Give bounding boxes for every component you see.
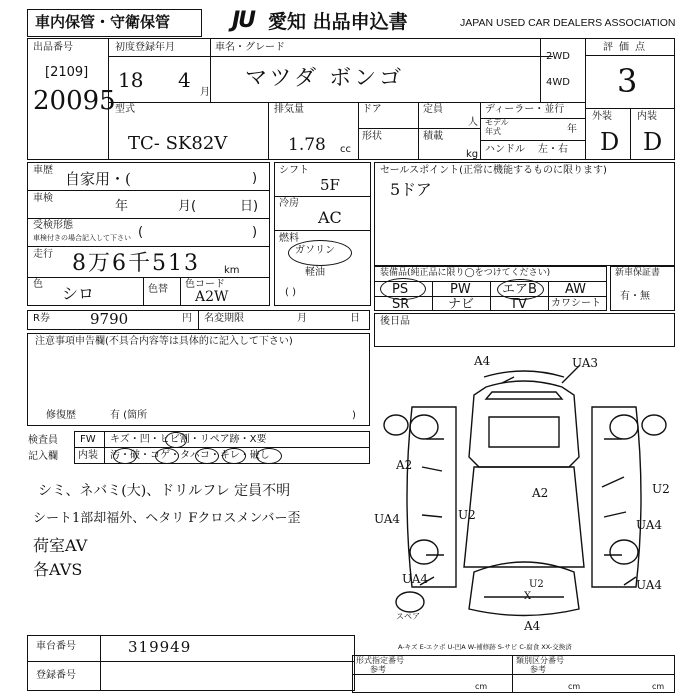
color-code-label: 色コード (185, 279, 225, 290)
equip-ps: PS (392, 282, 409, 297)
form-spec-ref: 参考 (370, 665, 386, 674)
check-mark-circle (113, 448, 137, 464)
damage-label: A4 (524, 619, 541, 633)
inspection-day: 日) (240, 199, 259, 214)
selling-points-value: 5ドア (390, 180, 432, 199)
check-mark-circle (155, 448, 179, 464)
equipment-label: 装備品(純正品に限り◯をつけてください) (380, 268, 551, 278)
equip-pw: PW (450, 282, 471, 297)
mileage-value: 8万6千513 (72, 251, 200, 276)
name-change-month: 月 (297, 313, 307, 324)
divider (104, 431, 105, 464)
registration-open: ( (138, 225, 144, 240)
selling-points-label: セールスポイント(正常に機能するものに限ります) (380, 165, 607, 176)
car-name-label: 車名・グレード (215, 42, 285, 53)
damage-label: UA3 (572, 356, 599, 370)
form-title: 愛知 出品申込書 (268, 11, 408, 33)
kg-unit: kg (466, 149, 479, 160)
divider (480, 102, 481, 160)
cm-unit: cm (475, 682, 488, 691)
registration-close: ) (252, 225, 258, 240)
divider (27, 218, 270, 219)
name-change-day: 日 (350, 313, 360, 324)
car-damage-diagram (374, 347, 675, 645)
ac-label: 冷房 (279, 198, 299, 209)
history-label: 車歴 (33, 165, 53, 176)
ext-label: 外装 (592, 111, 612, 122)
reg-no-label: 登録番号 (36, 670, 76, 681)
divider (540, 38, 541, 102)
divider (630, 108, 631, 160)
recycle-value: 9790 (90, 310, 129, 328)
inspection-year: 年 (115, 199, 129, 214)
rating-label: 評価点 (603, 42, 651, 53)
repair-label: 修復歴 (46, 410, 76, 421)
name-change-label: 名変期限 (204, 313, 244, 324)
first-reg-month: 4 (178, 68, 191, 92)
int-label: 内装 (637, 111, 657, 122)
damage-label: U2 (529, 579, 544, 590)
damage-label: U2 (652, 482, 670, 496)
lot-number: 20095 (33, 86, 116, 116)
paint-label: 色替 (148, 284, 168, 295)
drive-4wd: 4WD (546, 77, 570, 88)
cm-unit: cm (568, 682, 581, 691)
repair-close: ) (352, 410, 356, 421)
divider (358, 102, 359, 160)
recycle-label: R券 (33, 313, 50, 324)
fuel-paren: ( ) (285, 287, 296, 298)
mileage-unit: km (224, 265, 240, 276)
divider (480, 118, 585, 119)
year-unit: 年 (567, 124, 577, 135)
equip-navi: ナビ (448, 297, 475, 312)
divider (548, 281, 549, 311)
shift-label: シフト (279, 165, 309, 176)
form-spec-label: 形式指定番号 (356, 656, 404, 665)
remark-line-2: シート1部却福外、ヘタリ Fクロスメンバー歪 (33, 511, 301, 526)
chassis-label: 車台番号 (36, 641, 76, 652)
displacement-unit: cc (340, 144, 351, 155)
divider (27, 277, 270, 278)
divider (108, 102, 585, 103)
storage-label: 車内保管・守衛保管 (35, 13, 171, 31)
divider (352, 674, 675, 675)
divider (143, 277, 144, 306)
color-label: 色 (33, 279, 43, 290)
damage-label: X (524, 591, 532, 602)
load-label: 積載 (423, 131, 443, 142)
capacity-unit: 人 (468, 117, 478, 128)
model-label: 型式 (115, 104, 135, 115)
remark-line-3: 荷室AV (33, 536, 88, 555)
model-year-label: モデル 年式 (485, 118, 509, 136)
divider (100, 635, 101, 691)
recycle-unit: 円 (182, 313, 192, 324)
check-int-items: 汚・破・コゲ・タバコ・キレ・破し (110, 450, 270, 461)
divider (27, 661, 355, 662)
damage-legend: A-キズ E-エクボ U-凹A W-補修跡 S-サビ C-腐食 XX-交換済 (398, 643, 572, 651)
divider (432, 281, 433, 311)
fuel-gas: ガソリン (295, 245, 335, 256)
check-int-label: 内装 (78, 450, 98, 461)
ac-value: AC (318, 208, 342, 227)
lot-label: 出品番号 (33, 42, 73, 53)
handle-label: ハンドル (485, 144, 525, 155)
color-value: シロ (62, 284, 95, 303)
door-label: ドア (362, 104, 382, 115)
dealer-label: ディーラー・並行 (485, 104, 565, 115)
remark-line-1: シミ、ネバミ(大)、ドリルフレ 定員不明 (38, 483, 291, 499)
equip-aw: AW (565, 282, 587, 297)
displacement-value: 1.78 (288, 135, 326, 155)
handle-lr: 左・右 (538, 144, 568, 155)
color-code-value: A2W (195, 289, 229, 305)
capacity-label: 定員 (423, 104, 443, 115)
divider (585, 38, 586, 160)
after-date-frame (374, 313, 675, 347)
check-mark-circle (195, 448, 219, 464)
divider (418, 102, 419, 160)
divider (274, 230, 371, 231)
damage-label: UA4 (636, 518, 663, 532)
fuel-diesel: 軽油 (305, 267, 325, 278)
damage-label: A2 (396, 458, 413, 472)
first-reg-year: 18 (118, 68, 144, 92)
damage-label: UA4 (374, 512, 401, 526)
first-reg-month-unit: 月 (200, 87, 210, 98)
divider (108, 56, 553, 57)
entry-label: 記入欄 (28, 451, 58, 462)
divider (480, 140, 585, 141)
inspection-month: 月( (178, 199, 197, 214)
form-title-en: JAPAN USED CAR DEALERS ASSOCIATION (460, 17, 676, 29)
selling-points-frame (374, 162, 675, 266)
int-value: D (643, 128, 663, 156)
displacement-label: 排気量 (274, 104, 304, 115)
damage-label: A2 (532, 486, 549, 500)
warranty-label: 新車保証書 (615, 268, 661, 278)
divider (210, 38, 211, 102)
notes-label: 注意事項申告欄(不具合内容等は具体的に記入して下さい) (35, 336, 293, 347)
divider (274, 196, 371, 197)
registration-sub: 車検付きの場合記入して下さい (33, 234, 131, 242)
ju-logo: JU (232, 8, 255, 33)
spare-label: スペア (396, 612, 420, 621)
drive-2wd: 2WD (546, 51, 570, 62)
mileage-label: 走行 (33, 249, 53, 260)
chassis-value: 319949 (128, 638, 192, 656)
repair-value: 有 (箇所 (110, 410, 148, 421)
cm-unit: cm (652, 682, 665, 691)
inspection-label: 車検 (33, 193, 53, 204)
divider (490, 281, 491, 311)
registration-label: 受検形態 (33, 220, 73, 231)
equip-seat: カワシート (551, 298, 601, 309)
warranty-value: 有・無 (620, 291, 650, 302)
damage-label: A4 (474, 354, 491, 368)
divider (74, 447, 370, 448)
first-reg-label: 初度登録年月 (115, 42, 175, 53)
damage-label: UA4 (636, 578, 663, 592)
history-value: 自家用・( (65, 170, 131, 188)
equip-sr: SR (392, 297, 410, 312)
divider (268, 102, 269, 160)
divider (180, 277, 181, 306)
check-mark-circle (222, 448, 246, 464)
history-close: ) (252, 171, 258, 186)
check-mark-circle (256, 448, 282, 464)
lot-code: [2109] (45, 65, 89, 80)
divider (27, 190, 270, 191)
damage-label: U2 (458, 508, 476, 522)
rating-value: 3 (617, 62, 638, 100)
remark-line-4: 各AVS (33, 560, 83, 579)
check-fw-items: キズ・凹・ヒビ割・リペア跡・X要 (110, 434, 267, 445)
damage-label: UA4 (402, 572, 429, 586)
divider (358, 128, 480, 129)
check-mark-circle (165, 432, 187, 448)
car-name-value: マツダ ボンゴ (245, 66, 405, 91)
ext-value: D (600, 128, 620, 156)
shift-value: 5F (320, 176, 340, 194)
divider (27, 246, 270, 247)
divider (198, 310, 199, 330)
equip-tv: TV (510, 297, 527, 312)
model-value: TC- SK82V (128, 133, 228, 154)
after-date-label: 後日品 (380, 316, 410, 327)
fuel-label: 燃料 (279, 233, 299, 244)
check-fw: FW (80, 434, 96, 445)
shape-label: 形状 (362, 131, 382, 142)
equip-airbag: エアB (502, 282, 537, 297)
class-label: 類別区分番号 (516, 656, 564, 665)
class-ref: 参考 (530, 665, 546, 674)
divider (585, 55, 675, 56)
inspector-label: 検査員 (28, 435, 58, 446)
